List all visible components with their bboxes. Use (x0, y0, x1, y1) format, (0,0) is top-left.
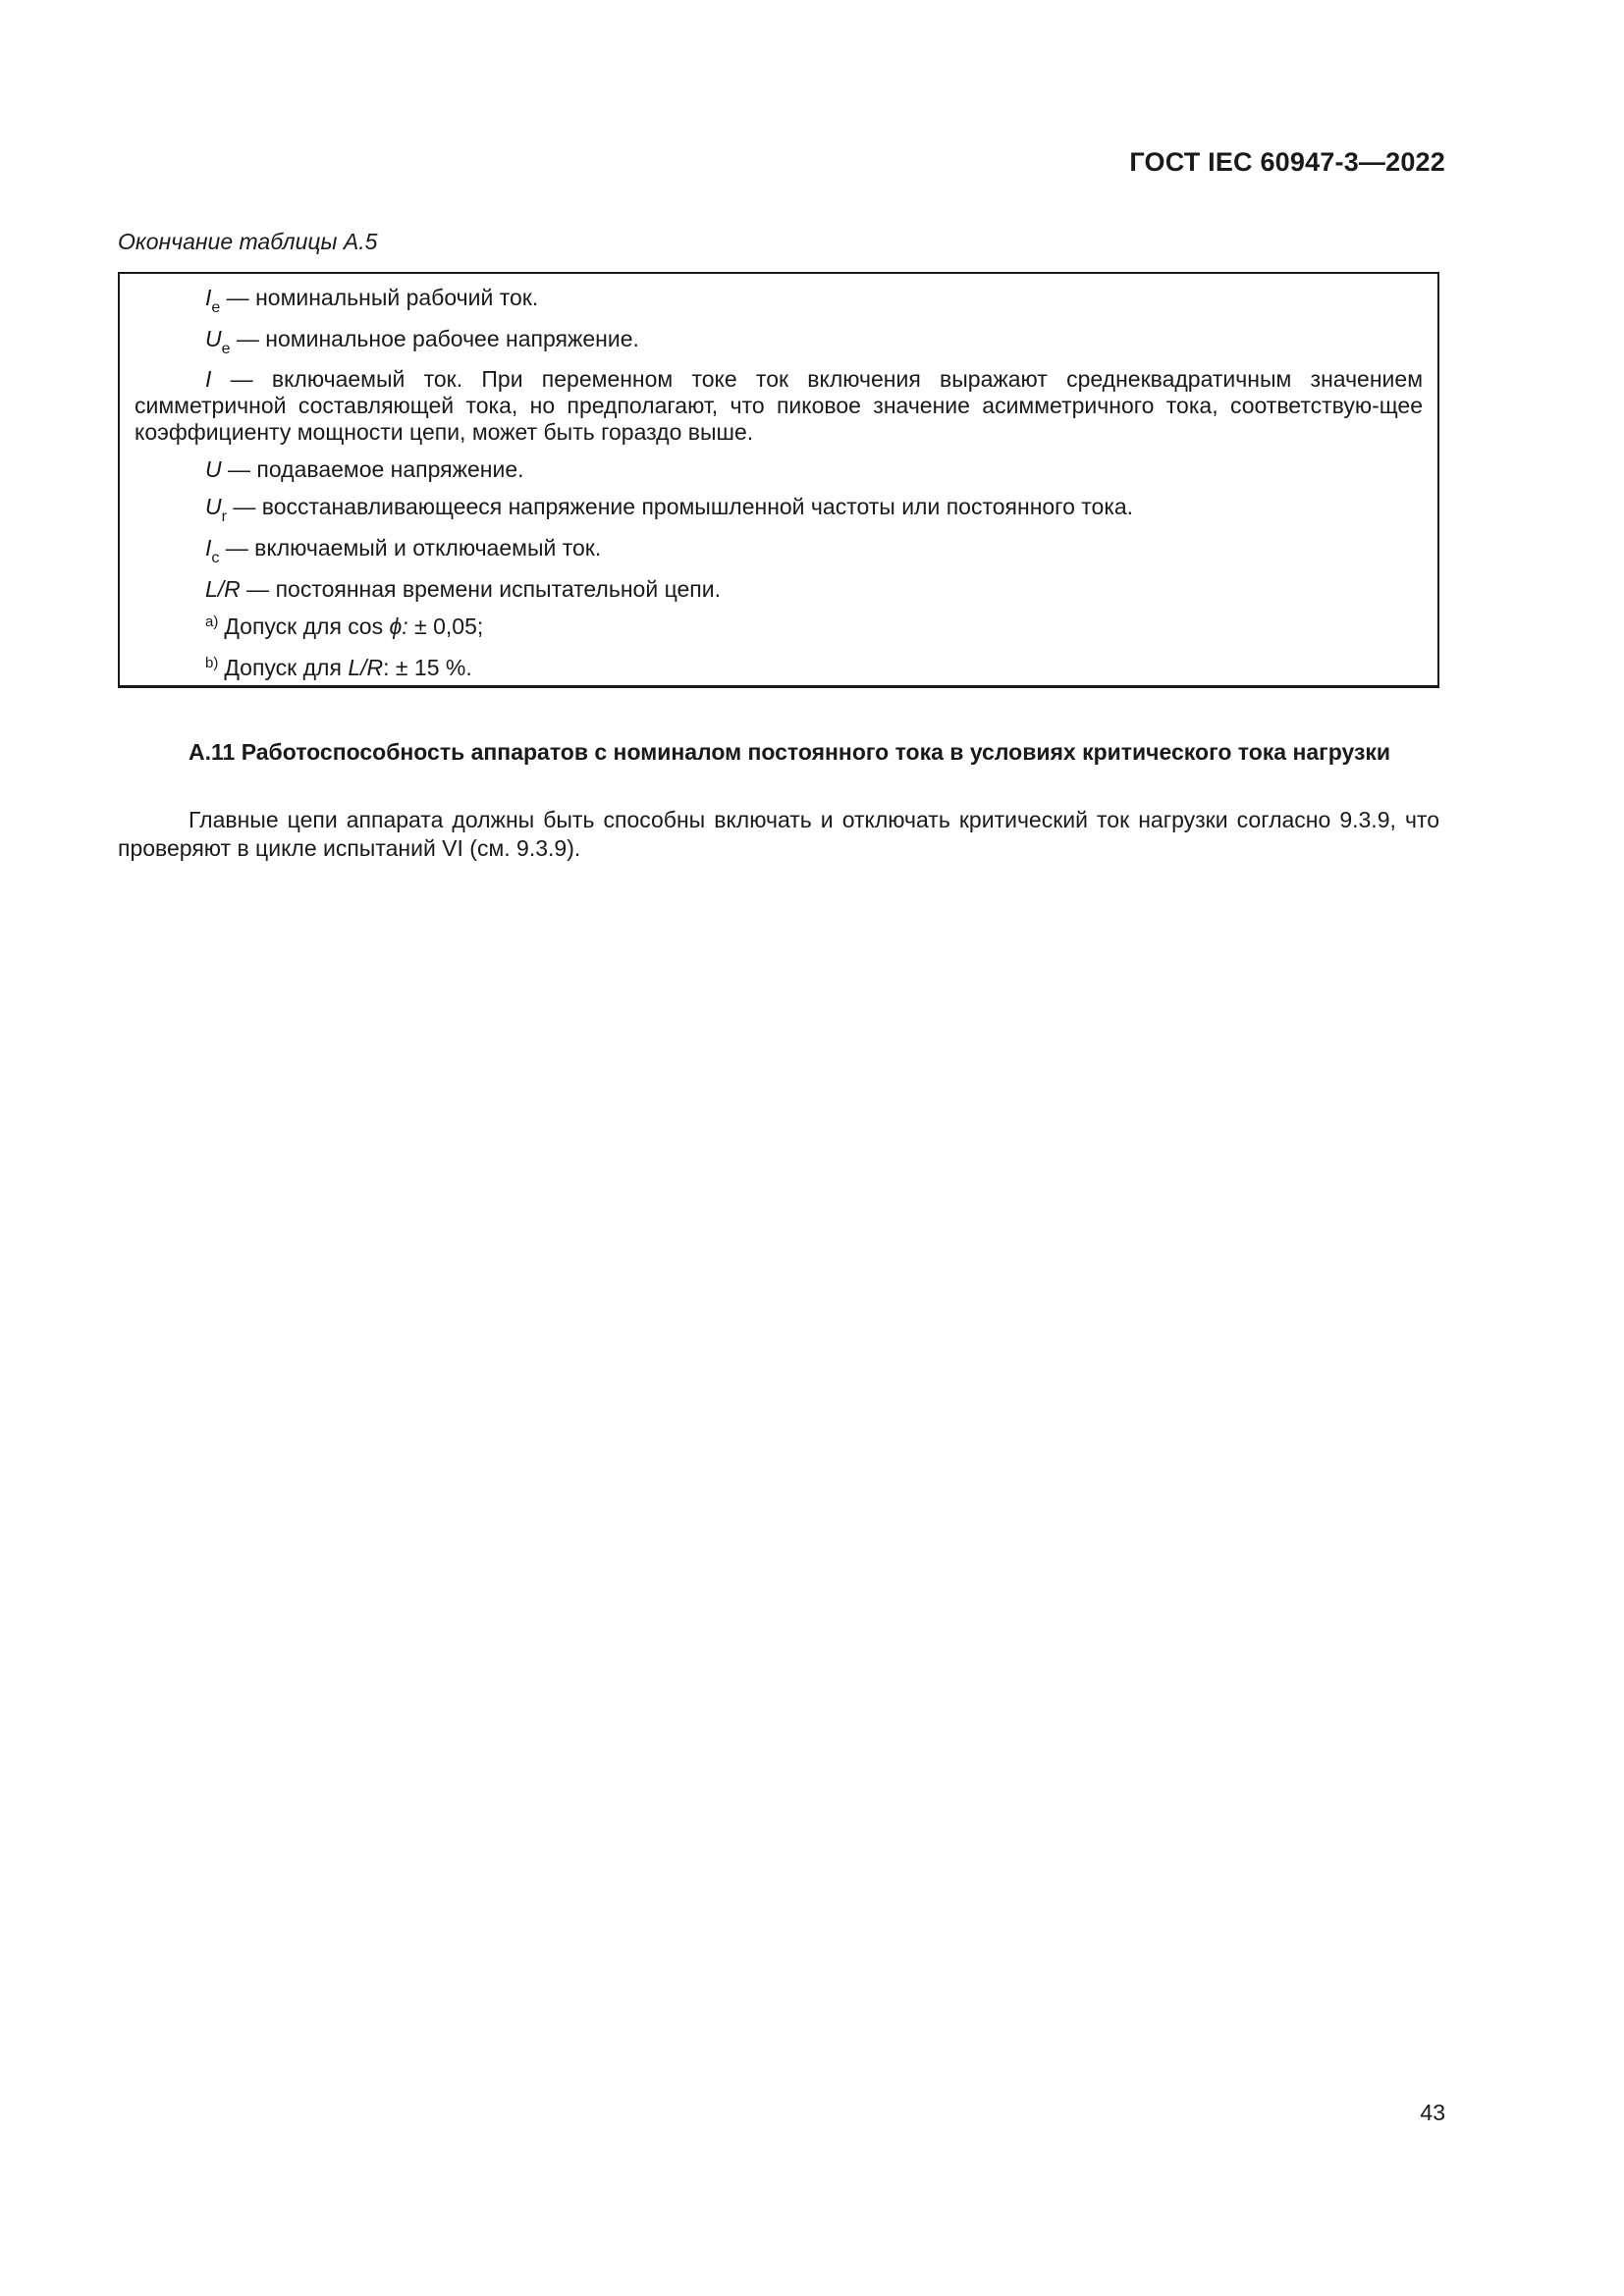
table-caption: Окончание таблицы А.5 (118, 229, 378, 254)
note-ie (135, 284, 1423, 315)
symbol-ue: $U_e$ (205, 326, 231, 357)
note-u (135, 455, 1423, 483)
symbol-ur: $U_r$ (205, 494, 227, 525)
phi-symbol: ϕ: (389, 614, 408, 639)
footnote-b-mark: b) (205, 655, 219, 671)
symbol-i: I (205, 366, 212, 392)
symbol-lr: L/R (205, 576, 241, 602)
symbol-u: U (205, 456, 222, 482)
note-ue (135, 325, 1423, 356)
note-u-text: — подаваемое напряжение. (221, 456, 524, 482)
note-lr-text: — постоянная времени испытательной цепи. (240, 576, 721, 602)
lr-symbol: L/R (348, 655, 384, 680)
footnote-b: $^{b)}$ Допуск для L/R: ± 15 %. (205, 655, 472, 680)
footnote-a: $^{a)}$ Допуск для cos ϕ: ± 0,05; (205, 614, 484, 639)
note-ie-text: — номинальный рабочий ток. (220, 285, 539, 310)
note-i-text: — включаемый ток. При переменном токе ток включения выражают среднеквадратичным значением симметричной составляющей тока, но предполагают, что пиковое значение асимметричного тока, соответствую-щее коэффициенту мощности цепи, может быть гораздо выше. (135, 366, 1423, 445)
note-i (135, 366, 1423, 446)
note-ur-text: — восстанавливающееся напряжение промышленной частоты или постоянного тока. (226, 494, 1134, 519)
section-body: Главные цепи аппарата должны быть способны включать и отключать критический ток нагрузки согласно 9.3.9, что проверяют в цикле испытаний VI (см. 9.3.9). (118, 807, 1439, 861)
table-notes-box (118, 272, 1439, 688)
section-heading: А.11 Работоспособность аппаратов с номиналом постоянного тока в условиях критического тока нагрузки (189, 739, 1391, 765)
note-ue-text: — номинальное рабочее напряжение. (230, 326, 639, 351)
footnote-a-mark: a) (205, 614, 219, 630)
standard-header: ГОСТ IEC 60947-3—2022 (1129, 147, 1445, 177)
note-ic (135, 534, 1423, 565)
note-lr (135, 575, 1423, 603)
note-ic-text: — включаемый и отключаемый ток. (219, 535, 602, 561)
page-number: 43 (1420, 2100, 1445, 2125)
symbol-ic: $I_c$ (205, 535, 220, 566)
note-ur (135, 493, 1423, 524)
symbol-ie: $I_e$ (205, 285, 221, 316)
